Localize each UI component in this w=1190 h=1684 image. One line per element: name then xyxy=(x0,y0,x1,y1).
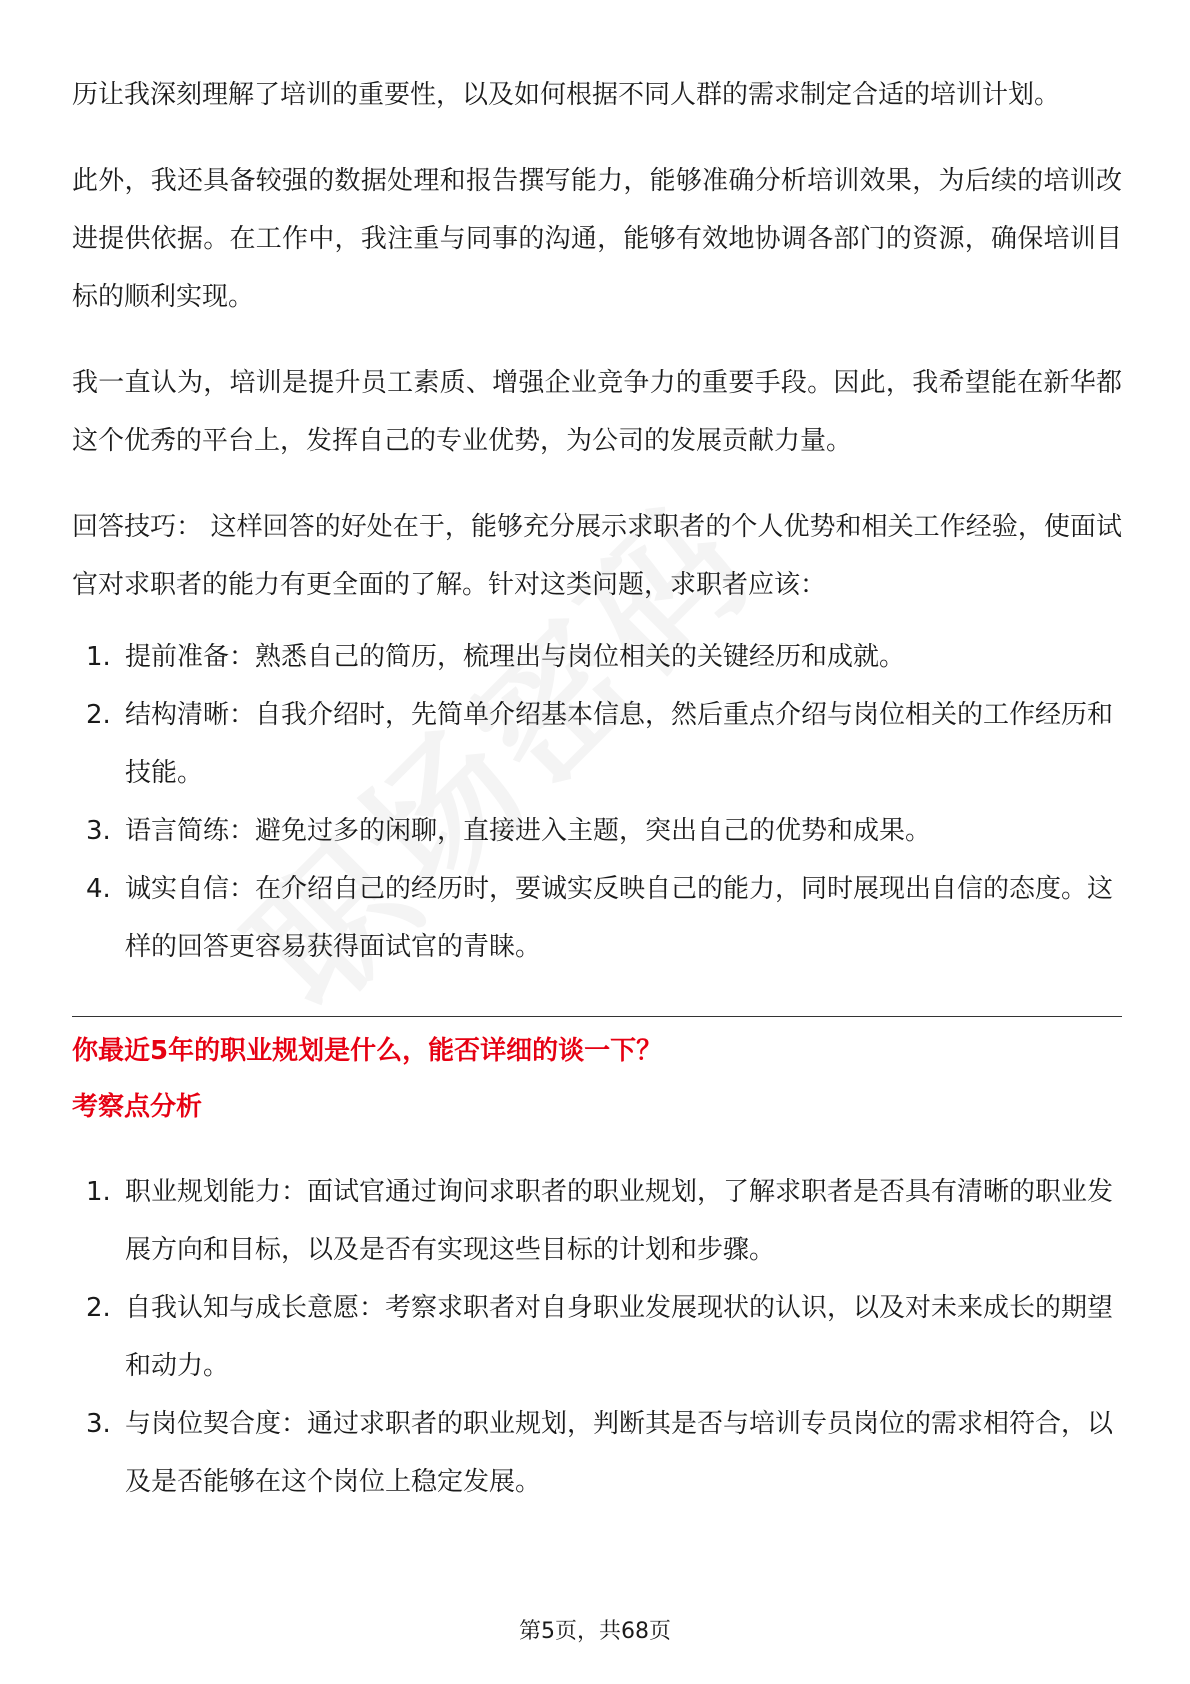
paragraph: 我一直认为，培训是提升员工素质、增强企业竞争力的重要手段。因此，我希望能在新华都这个优秀的平台上，发挥自己的专业优势，为公司的发展贡献力量。 xyxy=(72,368,1122,456)
list-item xyxy=(72,802,1122,860)
list-number: 1. xyxy=(86,1177,111,1207)
list-number: 4. xyxy=(86,874,111,904)
list-item xyxy=(72,1163,1122,1279)
list-number: 2. xyxy=(86,700,111,730)
list-item-text: 结构清晰：自我介绍时，先简单介绍基本信息，然后重点介绍与岗位相关的工作经历和技能。 xyxy=(125,700,1114,788)
list-number: 2. xyxy=(86,1293,111,1323)
page-footer: 第5页，共68页 xyxy=(519,1619,671,1644)
list-item xyxy=(72,686,1122,802)
list-item xyxy=(72,1395,1122,1511)
tips-list xyxy=(72,628,1122,976)
answer-tips-paragraph: 回答技巧： 这样回答的好处在于，能够充分展示求职者的个人优势和相关工作经验，使面试官对求职者的能力有更全面的了解。针对这类问题，求职者应该： xyxy=(72,512,1122,600)
analysis-heading: 考察点分析 xyxy=(72,1092,203,1122)
section-divider xyxy=(72,1016,1122,1017)
list-item-text: 提前准备：熟悉自己的简历，梳理出与岗位相关的关键经历和成就。 xyxy=(125,642,906,672)
list-number: 1. xyxy=(86,642,111,672)
list-number: 3. xyxy=(86,1409,111,1439)
page-content xyxy=(72,66,1122,1511)
list-item xyxy=(72,860,1122,976)
list-item-text: 语言简练：避免过多的闲聊，直接进入主题，突出自己的优势和成果。 xyxy=(125,816,932,846)
paragraph: 此外，我还具备较强的数据处理和报告撰写能力，能够准确分析培训效果，为后续的培训改进提供依据。在工作中，我注重与同事的沟通，能够有效地协调各部门的资源，确保培训目标的顺利实现。 xyxy=(72,166,1122,312)
list-item-text: 职业规划能力：面试官通过询问求职者的职业规划，了解求职者是否具有清晰的职业发展方向和目标，以及是否有实现这些目标的计划和步骤。 xyxy=(125,1177,1114,1265)
list-item-text: 诚实自信：在介绍自己的经历时，要诚实反映自己的能力，同时展现出自信的态度。这样的回答更容易获得面试官的青睐。 xyxy=(125,874,1114,962)
list-item xyxy=(72,628,1122,686)
question-heading: 你最近5年的职业规划是什么，能否详细的谈一下？ xyxy=(72,1036,663,1066)
list-item-text: 自我认知与成长意愿：考察求职者对自身职业发展现状的认识，以及对未来成长的期望和动力。 xyxy=(125,1293,1114,1381)
list-item-text: 与岗位契合度：通过求职者的职业规划，判断其是否与培训专员岗位的需求相符合，以及是否能够在这个岗位上稳定发展。 xyxy=(125,1409,1114,1497)
paragraph: 历让我深刻理解了培训的重要性，以及如何根据不同人群的需求制定合适的培训计划。 xyxy=(72,80,1061,110)
analysis-list xyxy=(72,1163,1122,1511)
list-number: 3. xyxy=(86,816,111,846)
list-item xyxy=(72,1279,1122,1395)
